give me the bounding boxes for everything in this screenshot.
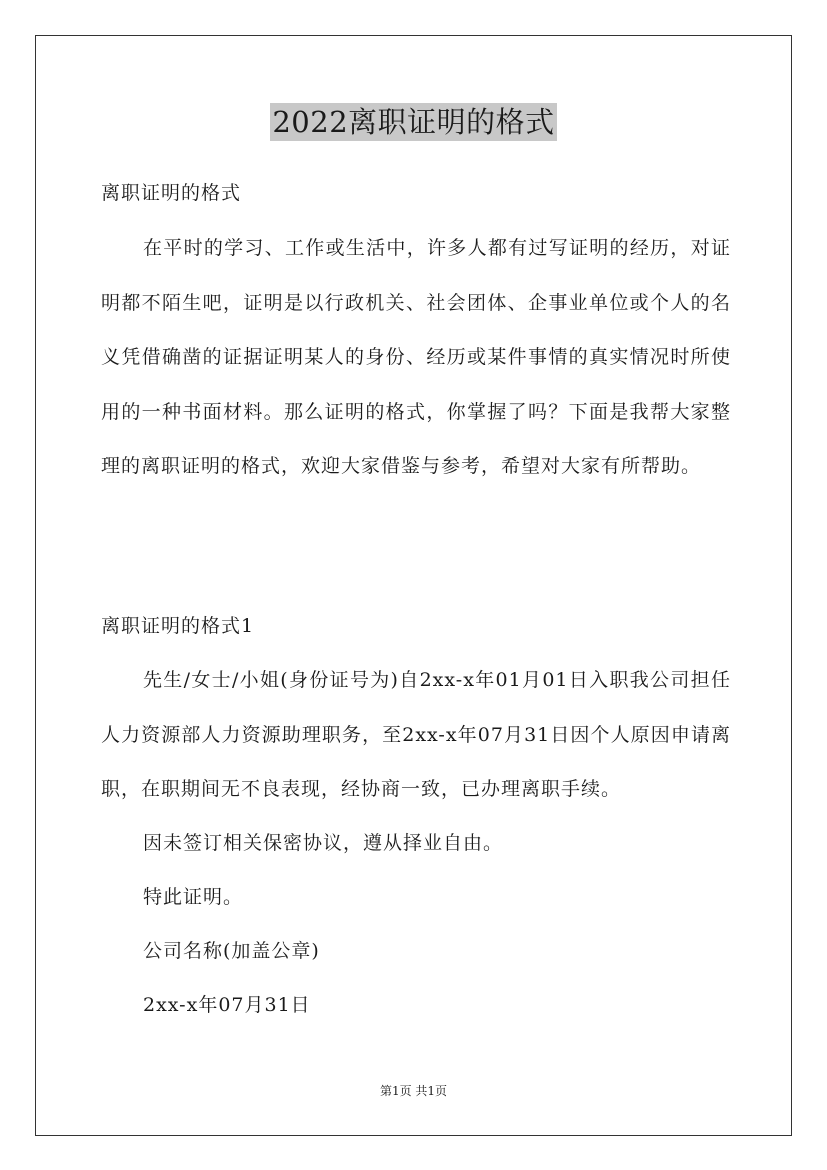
- sample-heading: 离职证明的格式1: [101, 615, 255, 637]
- page-number: 第1页 共1页: [379, 1084, 448, 1098]
- document-title: 2022离职证明的格式: [272, 105, 555, 139]
- company-name-line: 公司名称(加盖公章): [143, 940, 320, 962]
- confidentiality-line: 因未签订相关保密协议，遵从择业自由。: [143, 832, 504, 854]
- page-footer: [0, 1083, 827, 1099]
- certify-line: 特此证明。: [143, 886, 244, 908]
- sample-body-paragraph: 先生/女士/小姐(身份证号为)自2xx-x年01月01日入职我公司担任人力资源部人力资源助理职务，至2xx-x年07月31日因个人原因申请离职，在职期间无不良表现，经协商一致，已办理离职手续。: [101, 669, 731, 800]
- section-heading: 离职证明的格式: [101, 182, 242, 204]
- title-container: [0, 103, 827, 141]
- date-line: 2xx-x年07月31日: [143, 994, 311, 1016]
- intro-paragraph: 在平时的学习、工作或生活中，许多人都有过写证明的经历，对证明都不陌生吧，证明是以行政机关、社会团体、企事业单位或个人的名义凭借确凿的证据证明某人的身份、经历或某件事情的真实情况时所使用的一种书面材料。那么证明的格式，你掌握了吗？下面是我帮大家整理的离职证明的格式，欢迎大家借鉴与参考，希望对大家有所帮助。: [101, 237, 731, 477]
